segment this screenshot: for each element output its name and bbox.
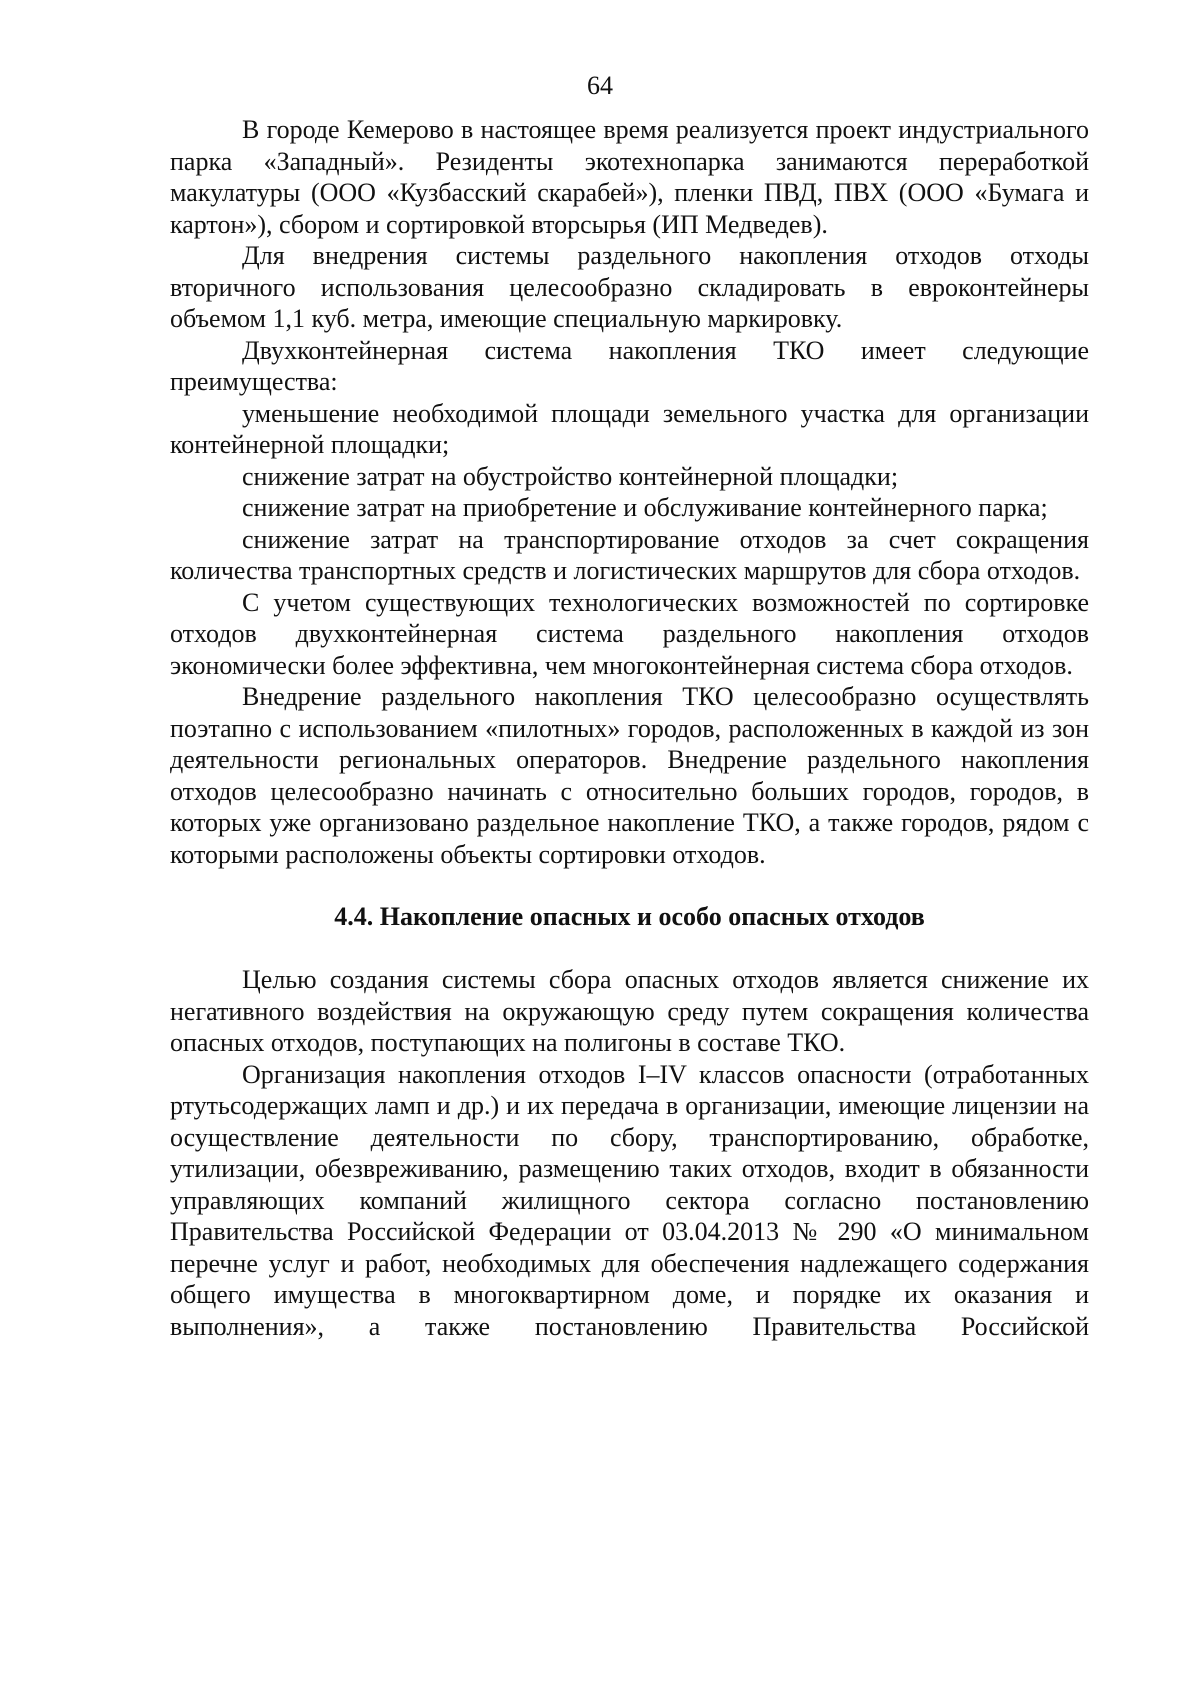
list-item-land-area: уменьшение необходимой площади земельного участка для организации контейнерной площадки; xyxy=(170,398,1089,459)
paragraph-two-container-advantages-intro: Двухконтейнерная система накопления ТКО имеет следующие преимущества: xyxy=(170,335,1089,396)
section-heading: 4.4. Накопление опасных и особо опасных отходов xyxy=(334,902,925,931)
document-body xyxy=(170,114,1089,1342)
paragraph-hazardous-waste-goal: Целью создания системы сбора опасных отходов является снижение их негативного воздействия на окружающую среду путем сокращения количества опасных отходов, поступающих на полигоны в составе ТКО. xyxy=(170,965,1089,1057)
paragraph-kemerovo-industrial-park: В городе Кемерово в настоящее время реализуется проект индустриального парка «Западный». Резиденты экотехнопарка занимаются переработкой макулатуры (ООО «Кузбасский скарабей»), пленки ПВД, ПВХ (ООО «Бумага и картон»), сбором и сортировкой вторсырья (ИП Медведев). xyxy=(170,115,1089,239)
list-item-site-arrangement-costs: снижение затрат на обустройство контейнерной площадки; xyxy=(242,461,899,491)
paragraph-euro-containers: Для внедрения системы раздельного накопления отходов отходы вторичного использования целесообразно складировать в евроконтейнеры объемом 1,1 куб. метра, имеющие специальную маркировку. xyxy=(170,241,1089,333)
list-item-transport-costs: снижение затрат на транспортирование отходов за счет сокращения количества транспортных средств и логистических маршрутов для сбора отходов. xyxy=(170,524,1089,585)
list-item-container-fleet-costs: снижение затрат на приобретение и обслуживание контейнерного парка; xyxy=(242,493,1048,522)
paragraph-hazardous-waste-organization: Организация накопления отходов I–IV классов опасности (отработанных ртутьсодержащих ламп и др.) и их передача в организации, имеющие лицензии на осуществление деятельности по сбору, транспортированию, обработке, утилизации, обезвреживанию, размещению таких отходов, входит в обязанности управляющих компаний жилищного сектора согласно постановлению Правительства Российской Федерации от 03.04.2013 № 290 «О минимальном перечне услуг и работ, необходимых для обеспечения надлежащего содержания общего имущества в многоквартирном доме, и порядке их оказания и выполнения», а также постановлению Правительства Российской xyxy=(170,1059,1089,1341)
paragraph-efficiency: С учетом существующих технологических возможностей по сортировке отходов двухконтейнерная система раздельного накопления отходов экономически более эффективна, чем многоконтейнерная система сбора отходов. xyxy=(170,587,1089,680)
paragraph-pilot-cities: Внедрение раздельного накопления ТКО целесообразно осуществлять поэтапно с использованием «пилотных» городов, расположенных в каждой из зон деятельности региональных операторов. Внедрение раздельного накопления отходов целесообразно начинать с относительно больших городов, городов, в которых уже организовано раздельное накопление ТКО, а также городов, рядом с которыми расположены объекты сортировки отходов. xyxy=(170,682,1089,869)
page-number: 64 xyxy=(587,71,613,100)
